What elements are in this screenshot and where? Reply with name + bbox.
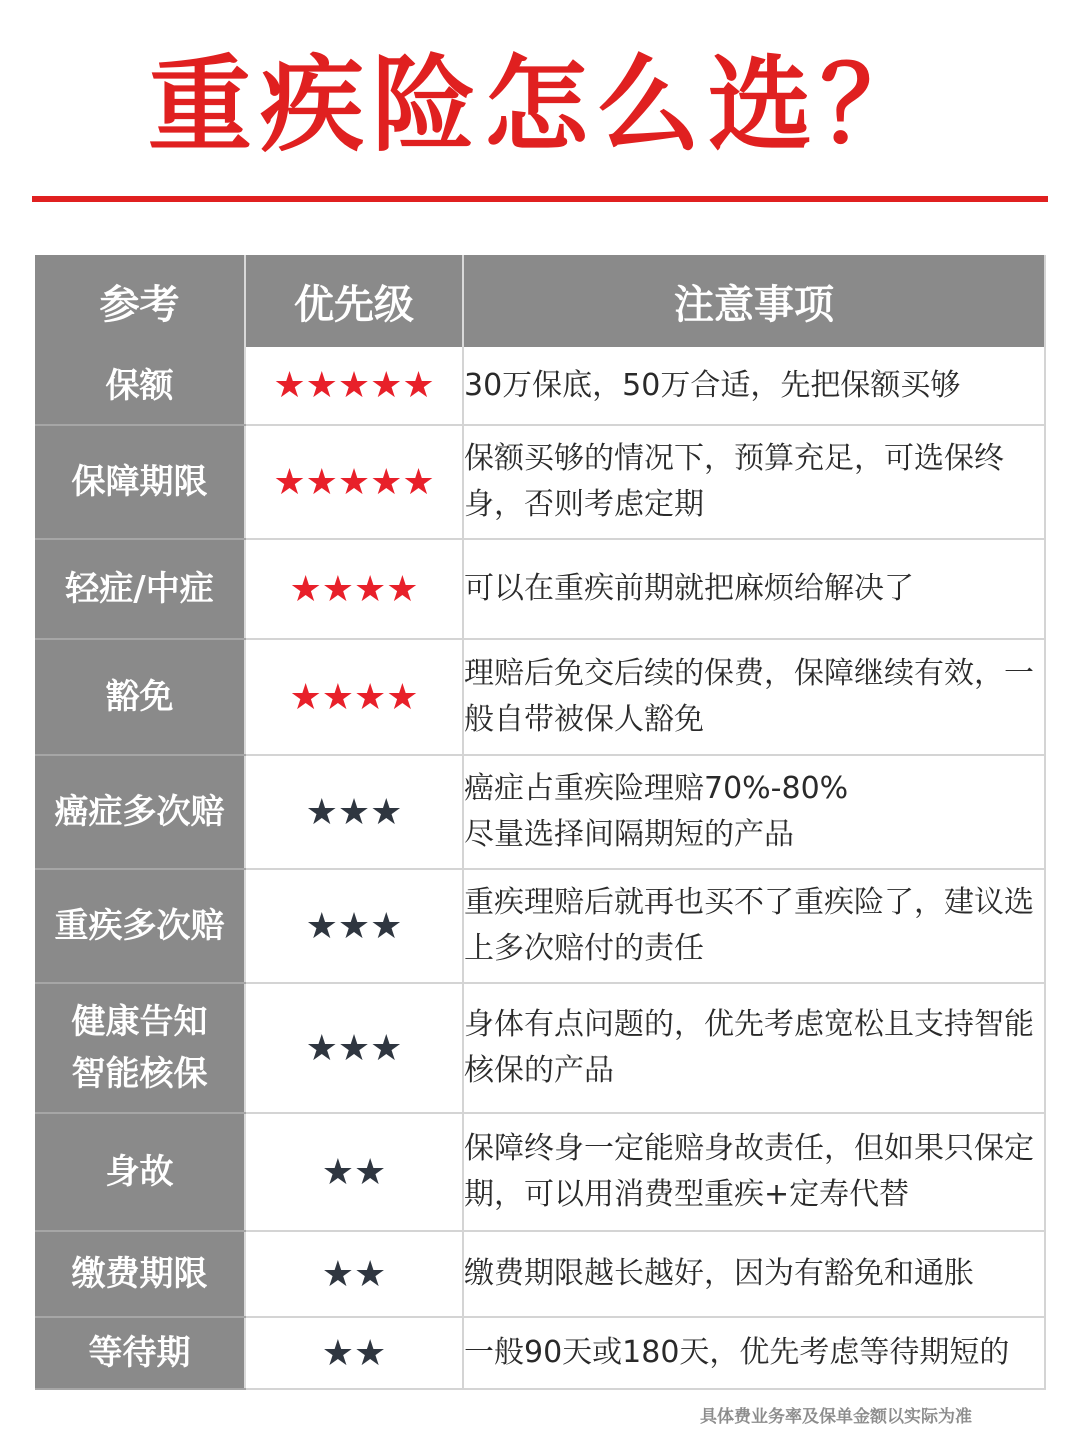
row-reference: 保额 [35,347,245,425]
title-divider [32,196,1048,202]
reference-line: 健康告知 [71,1002,208,1042]
table-row [35,539,1045,639]
comparison-table [35,255,1046,1390]
table-row [35,347,1045,425]
header-priority: 优先级 [245,255,463,347]
page-title: 重疾险怎么选？ [147,44,932,166]
row-reference: 等待期 [35,1317,245,1389]
header-notes: 注意事项 [463,255,1045,347]
priority-stars: ★★ [245,1231,463,1317]
priority-stars: ★★ [245,1113,463,1231]
row-note: 理赔后免交后续的保费，保障继续有效，一般自带被保人豁免 [463,639,1045,755]
row-note: 身体有点问题的，优先考虑宽松且支持智能核保的产品 [463,983,1045,1113]
table-row [35,755,1045,869]
table-row [35,1317,1045,1389]
row-note: 缴费期限越长越好，因为有豁免和通胀 [463,1231,1045,1317]
row-note: 保障终身一定能赔身故责任，但如果只保定期，可以用消费型重疾+定寿代替 [463,1113,1045,1231]
row-reference: 豁免 [35,639,245,755]
row-reference: 轻症/中症 [35,539,245,639]
priority-stars: ★★★★★ [245,347,463,425]
priority-stars: ★★★★ [245,639,463,755]
table-row [35,1113,1045,1231]
reference-line: 智能核保 [71,1054,208,1094]
row-note: 可以在重疾前期就把麻烦给解决了 [463,539,1045,639]
table-row [35,1231,1045,1317]
priority-stars: ★★★★ [245,539,463,639]
table-row [35,983,1045,1113]
disclaimer-footer: 具体费业务率及保单金额以实际为准 [700,1407,972,1427]
row-reference: 癌症多次赔 [35,755,245,869]
row-reference [35,983,245,1113]
row-note: 一般90天或180天，优先考虑等待期短的 [463,1317,1045,1389]
table-row [35,869,1045,983]
note-line: 尽量选择间隔期短的产品 [464,817,794,852]
table-header-row [35,255,1045,347]
row-reference: 身故 [35,1113,245,1231]
priority-stars: ★★★★★ [245,425,463,539]
row-note: 重疾理赔后就再也买不了重疾险了，建议选上多次赔付的责任 [463,869,1045,983]
priority-stars: ★★★ [245,983,463,1113]
table-row [35,425,1045,539]
priority-stars: ★★★ [245,755,463,869]
table-row [35,639,1045,755]
row-reference: 缴费期限 [35,1231,245,1317]
note-line: 癌症占重疾险理赔70%-80% [464,771,849,806]
row-reference: 保障期限 [35,425,245,539]
row-reference: 重疾多次赔 [35,869,245,983]
priority-stars: ★★★ [245,869,463,983]
row-note [463,755,1045,869]
row-note: 30万保底，50万合适，先把保额买够 [463,347,1045,425]
header-reference: 参考 [35,255,245,347]
priority-stars: ★★ [245,1317,463,1389]
row-note: 保额买够的情况下，预算充足，可选保终身，否则考虑定期 [463,425,1045,539]
